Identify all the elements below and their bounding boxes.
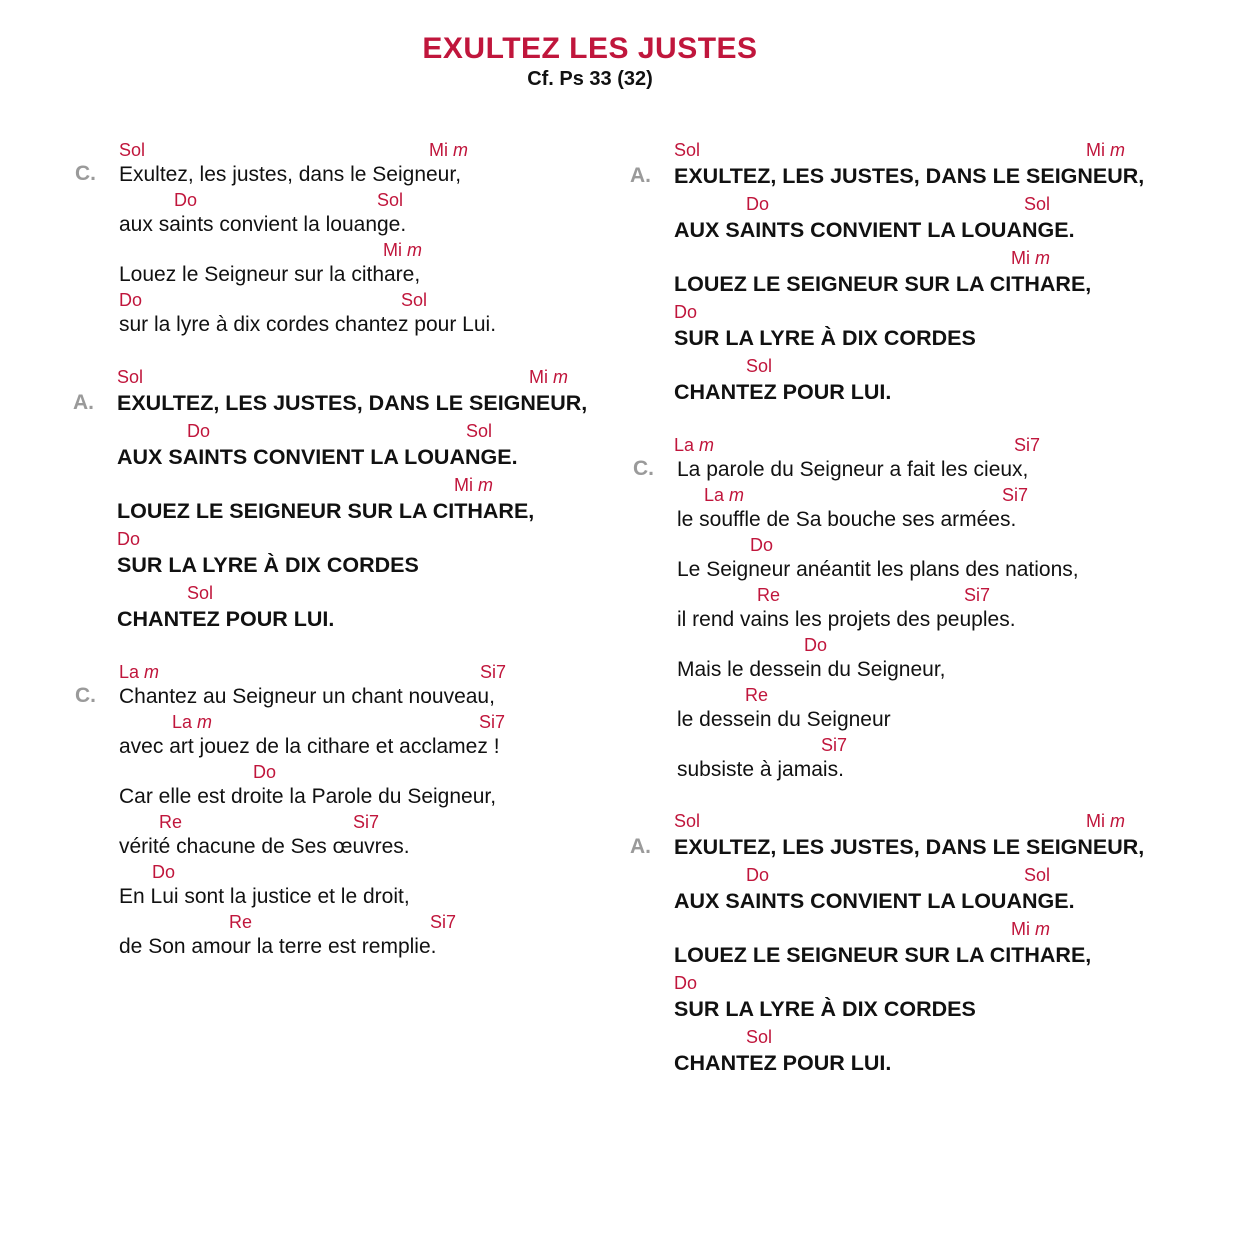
chord bbox=[804, 635, 827, 656]
chord bbox=[119, 662, 159, 683]
song-line bbox=[674, 970, 1144, 1024]
song-line bbox=[674, 432, 1079, 482]
chord-row bbox=[674, 1024, 1144, 1049]
chord bbox=[746, 356, 772, 377]
chord-minor: m bbox=[197, 712, 213, 732]
chord-row bbox=[674, 808, 1144, 833]
song-line bbox=[677, 582, 1079, 632]
chord bbox=[229, 912, 252, 933]
chord-root: Do bbox=[750, 535, 774, 555]
chord-row bbox=[119, 137, 496, 162]
lyric-text: Car elle est droite la Parole du Seigneur, bbox=[119, 785, 497, 808]
chord-root: Sol bbox=[377, 190, 404, 210]
lyric-text: CHANTEZ POUR LUI. bbox=[674, 380, 892, 404]
chord-root: Sol bbox=[746, 356, 773, 376]
song-line bbox=[674, 245, 1144, 299]
chord-row bbox=[119, 759, 500, 784]
couplet-2 bbox=[75, 659, 507, 959]
chord-root: Do bbox=[253, 762, 277, 782]
chord-root: Re bbox=[159, 812, 183, 832]
chord-root: Si7 bbox=[479, 712, 506, 732]
song-line bbox=[119, 187, 496, 237]
lyric-text: CHANTEZ POUR LUI. bbox=[117, 607, 335, 631]
song-line bbox=[677, 532, 1079, 582]
chord-root: Mi bbox=[529, 367, 548, 387]
song-line bbox=[677, 682, 1079, 732]
chord-row bbox=[674, 970, 1144, 995]
song-line bbox=[119, 137, 496, 187]
song-line bbox=[674, 862, 1144, 916]
refrain-3 bbox=[630, 808, 1145, 1078]
chord-minor: m bbox=[144, 662, 160, 682]
chord bbox=[480, 662, 506, 683]
song-line bbox=[674, 299, 1144, 353]
chord-root: Si7 bbox=[1014, 435, 1041, 455]
chord-root: Si7 bbox=[430, 912, 457, 932]
couplet-1 bbox=[75, 137, 497, 337]
lyric-text: Le Seigneur anéantit les plans des nations, bbox=[677, 558, 1079, 581]
chord-root: Mi bbox=[429, 140, 448, 160]
chord-minor: m bbox=[1110, 811, 1126, 831]
chord bbox=[174, 190, 197, 211]
chord-row bbox=[674, 432, 1079, 457]
stanza-marker: A. bbox=[630, 164, 651, 187]
chord-root: Do bbox=[674, 302, 698, 322]
chord-root: Sol bbox=[401, 290, 428, 310]
lyric-text: sur la lyre à dix cordes chantez pour Lui. bbox=[119, 313, 497, 336]
chord-minor: m bbox=[1035, 919, 1051, 939]
chord-root: Mi bbox=[1086, 811, 1105, 831]
chord bbox=[1011, 919, 1050, 940]
chord-root: Si7 bbox=[480, 662, 507, 682]
chord bbox=[401, 290, 427, 311]
chord-row bbox=[119, 909, 500, 934]
chord-minor: m bbox=[729, 485, 745, 505]
lyric-text: La parole du Seigneur a fait les cieux, bbox=[677, 458, 1029, 481]
chord-row bbox=[677, 582, 1079, 607]
chord-root: Sol bbox=[466, 421, 493, 441]
lyric-text: il rend vains les projets des peuples. bbox=[677, 608, 1016, 631]
chord-root: Si7 bbox=[964, 585, 991, 605]
song-line bbox=[119, 237, 496, 287]
chord bbox=[119, 140, 145, 161]
song-line bbox=[677, 632, 1079, 682]
lyric-text: SUR LA LYRE À DIX CORDES bbox=[674, 997, 976, 1021]
stanza-marker: A. bbox=[630, 835, 651, 858]
lyric-text: En Lui sont la justice et le droit, bbox=[119, 885, 410, 908]
couplet-3 bbox=[633, 432, 1079, 782]
chord bbox=[674, 811, 700, 832]
lyric-text: EXULTEZ, LES JUSTES, DANS LE SEIGNEUR, bbox=[674, 164, 1145, 188]
chord bbox=[353, 812, 379, 833]
chord-root: Mi bbox=[383, 240, 402, 260]
song-title: EXULTEZ LES JUSTES bbox=[422, 32, 758, 65]
chord bbox=[1014, 435, 1040, 456]
chord bbox=[430, 912, 456, 933]
chord bbox=[187, 421, 210, 442]
chord bbox=[674, 302, 697, 323]
chord bbox=[746, 194, 769, 215]
song-line bbox=[674, 808, 1144, 862]
chord-root: Do bbox=[674, 973, 698, 993]
chord-root: La bbox=[119, 662, 140, 682]
chord-row bbox=[677, 482, 1079, 507]
chord bbox=[117, 367, 143, 388]
chord-row bbox=[117, 418, 587, 443]
chord-row bbox=[674, 862, 1144, 887]
chord bbox=[1002, 485, 1028, 506]
lyric-text: EXULTEZ, LES JUSTES, DANS LE SEIGNEUR, bbox=[674, 835, 1145, 859]
chord bbox=[529, 367, 568, 388]
chord bbox=[745, 685, 768, 706]
chord-minor: m bbox=[699, 435, 715, 455]
chord bbox=[383, 240, 422, 261]
lyric-text: AUX SAINTS CONVIENT LA LOUANGE. bbox=[674, 889, 1075, 913]
lyric-text: le dessein du Seigneur bbox=[677, 708, 891, 731]
chord bbox=[1024, 194, 1050, 215]
chord bbox=[757, 585, 780, 606]
chord-root: Si7 bbox=[1002, 485, 1029, 505]
chord-root: Sol bbox=[1024, 865, 1051, 885]
chord bbox=[674, 140, 700, 161]
chord-root: Re bbox=[745, 685, 769, 705]
chord bbox=[479, 712, 505, 733]
lyric-text: EXULTEZ, LES JUSTES, DANS LE SEIGNEUR, bbox=[117, 391, 588, 415]
chord-root: Mi bbox=[1011, 919, 1030, 939]
chord-row bbox=[117, 472, 587, 497]
chord-minor: m bbox=[453, 140, 469, 160]
chord-root: Do bbox=[152, 862, 176, 882]
chord bbox=[821, 735, 847, 756]
song-line bbox=[117, 526, 587, 580]
chord-row bbox=[119, 187, 496, 212]
refrain-2 bbox=[630, 137, 1145, 407]
chord bbox=[746, 865, 769, 886]
song-line bbox=[117, 580, 587, 634]
chord-row bbox=[677, 632, 1079, 657]
chord-root: Do bbox=[746, 194, 770, 214]
chord-root: Si7 bbox=[821, 735, 848, 755]
lyric-text: LOUEZ LE SEIGNEUR SUR LA CITHARE, bbox=[117, 499, 535, 523]
chord-row bbox=[674, 299, 1144, 324]
chord-minor: m bbox=[1035, 248, 1051, 268]
chord bbox=[704, 485, 744, 506]
chord-row bbox=[119, 659, 507, 684]
chord-row bbox=[119, 287, 496, 312]
chord-root: Sol bbox=[119, 140, 146, 160]
song-line bbox=[674, 137, 1144, 191]
chord-row bbox=[119, 859, 500, 884]
chord-root: Do bbox=[804, 635, 828, 655]
chord bbox=[187, 583, 213, 604]
chord-row bbox=[117, 364, 587, 389]
chord-root: La bbox=[172, 712, 193, 732]
lyric-text: vérité chacune de Ses œuvres. bbox=[119, 835, 410, 858]
chord bbox=[159, 812, 182, 833]
lyric-text: Mais le dessein du Seigneur, bbox=[677, 658, 946, 681]
chord bbox=[119, 290, 142, 311]
lyric-text: subsiste à jamais. bbox=[677, 758, 844, 781]
chord bbox=[964, 585, 990, 606]
chord-row bbox=[674, 191, 1144, 216]
lyric-text: aux saints convient la louange. bbox=[119, 213, 407, 236]
lyric-text: AUX SAINTS CONVIENT LA LOUANGE. bbox=[674, 218, 1075, 242]
chord-row bbox=[119, 237, 496, 262]
lyric-text: Exultez, les justes, dans le Seigneur, bbox=[119, 163, 462, 186]
chord-root: Re bbox=[229, 912, 253, 932]
chord-row bbox=[674, 353, 1144, 378]
chord bbox=[1011, 248, 1050, 269]
song-line bbox=[119, 659, 507, 709]
lyric-text: LOUEZ LE SEIGNEUR SUR LA CITHARE, bbox=[674, 272, 1092, 296]
song-line bbox=[119, 759, 500, 809]
psalm-reference: Cf. Ps 33 (32) bbox=[527, 68, 653, 90]
chord-minor: m bbox=[478, 475, 494, 495]
chord bbox=[750, 535, 773, 556]
chord bbox=[674, 435, 714, 456]
chord bbox=[117, 529, 140, 550]
lyric-text: AUX SAINTS CONVIENT LA LOUANGE. bbox=[117, 445, 518, 469]
chord-minor: m bbox=[407, 240, 423, 260]
chord bbox=[1086, 140, 1125, 161]
chord-root: La bbox=[704, 485, 725, 505]
song-line bbox=[117, 418, 587, 472]
chord-row bbox=[674, 137, 1144, 162]
lyric-text: avec art jouez de la cithare et acclamez ! bbox=[119, 735, 500, 758]
lyric-text: Louez le Seigneur sur la cithare, bbox=[119, 263, 421, 286]
song-line bbox=[674, 1024, 1144, 1078]
lyric-text: LOUEZ LE SEIGNEUR SUR LA CITHARE, bbox=[674, 943, 1092, 967]
chord-root: Sol bbox=[746, 1027, 773, 1047]
chord-root: Sol bbox=[187, 583, 214, 603]
song-line bbox=[117, 364, 587, 418]
song-line bbox=[119, 909, 500, 959]
chord-row bbox=[117, 526, 587, 551]
chord-root: Mi bbox=[1011, 248, 1030, 268]
song-line bbox=[119, 859, 500, 909]
chord-root: Do bbox=[746, 865, 770, 885]
chord-root: Mi bbox=[1086, 140, 1105, 160]
chord-row bbox=[677, 682, 1079, 707]
chord bbox=[1086, 811, 1125, 832]
stanza-marker: A. bbox=[73, 391, 94, 414]
song-line bbox=[119, 709, 506, 759]
chord bbox=[172, 712, 212, 733]
chord-minor: m bbox=[553, 367, 569, 387]
chord bbox=[152, 862, 175, 883]
chord-root: Si7 bbox=[353, 812, 380, 832]
chord bbox=[253, 762, 276, 783]
chord-root: Sol bbox=[674, 811, 701, 831]
song-line bbox=[677, 732, 1079, 782]
chord-root: Sol bbox=[1024, 194, 1051, 214]
refrain-1 bbox=[73, 364, 588, 634]
stanza-marker: C. bbox=[75, 162, 96, 185]
chord-root: Do bbox=[174, 190, 198, 210]
chord bbox=[454, 475, 493, 496]
song-line bbox=[674, 916, 1144, 970]
song-line bbox=[119, 287, 496, 337]
chord-root: La bbox=[674, 435, 695, 455]
chord-row bbox=[117, 580, 587, 605]
lyric-text: Chantez au Seigneur un chant nouveau, bbox=[119, 685, 495, 708]
chord-row bbox=[119, 709, 506, 734]
lyric-text: de Son amour la terre est remplie. bbox=[119, 935, 437, 958]
chord-row bbox=[674, 916, 1144, 941]
chord bbox=[746, 1027, 772, 1048]
chord-root: Sol bbox=[674, 140, 701, 160]
chord bbox=[1024, 865, 1050, 886]
lyric-text: SUR LA LYRE À DIX CORDES bbox=[674, 326, 976, 350]
lyric-text: SUR LA LYRE À DIX CORDES bbox=[117, 553, 419, 577]
chord-root: Sol bbox=[117, 367, 144, 387]
chord-minor: m bbox=[1110, 140, 1126, 160]
chord bbox=[429, 140, 468, 161]
song-line bbox=[119, 809, 500, 859]
song-line bbox=[117, 472, 587, 526]
chord bbox=[466, 421, 492, 442]
chord-root: Do bbox=[117, 529, 141, 549]
chord-row bbox=[677, 532, 1079, 557]
lyric-text: le souffle de Sa bouche ses armées. bbox=[677, 508, 1017, 531]
chord-row bbox=[119, 809, 500, 834]
chord bbox=[377, 190, 403, 211]
song-line bbox=[674, 191, 1144, 245]
song-line bbox=[677, 482, 1079, 532]
chord-root: Do bbox=[119, 290, 143, 310]
chord bbox=[674, 973, 697, 994]
chord-row bbox=[677, 732, 1079, 757]
song-line bbox=[674, 353, 1144, 407]
chord-row bbox=[674, 245, 1144, 270]
chord-root: Mi bbox=[454, 475, 473, 495]
chord-root: Re bbox=[757, 585, 781, 605]
chord-root: Do bbox=[187, 421, 211, 441]
lyric-text: CHANTEZ POUR LUI. bbox=[674, 1051, 892, 1075]
stanza-marker: C. bbox=[633, 457, 654, 480]
stanza-marker: C. bbox=[75, 684, 96, 707]
